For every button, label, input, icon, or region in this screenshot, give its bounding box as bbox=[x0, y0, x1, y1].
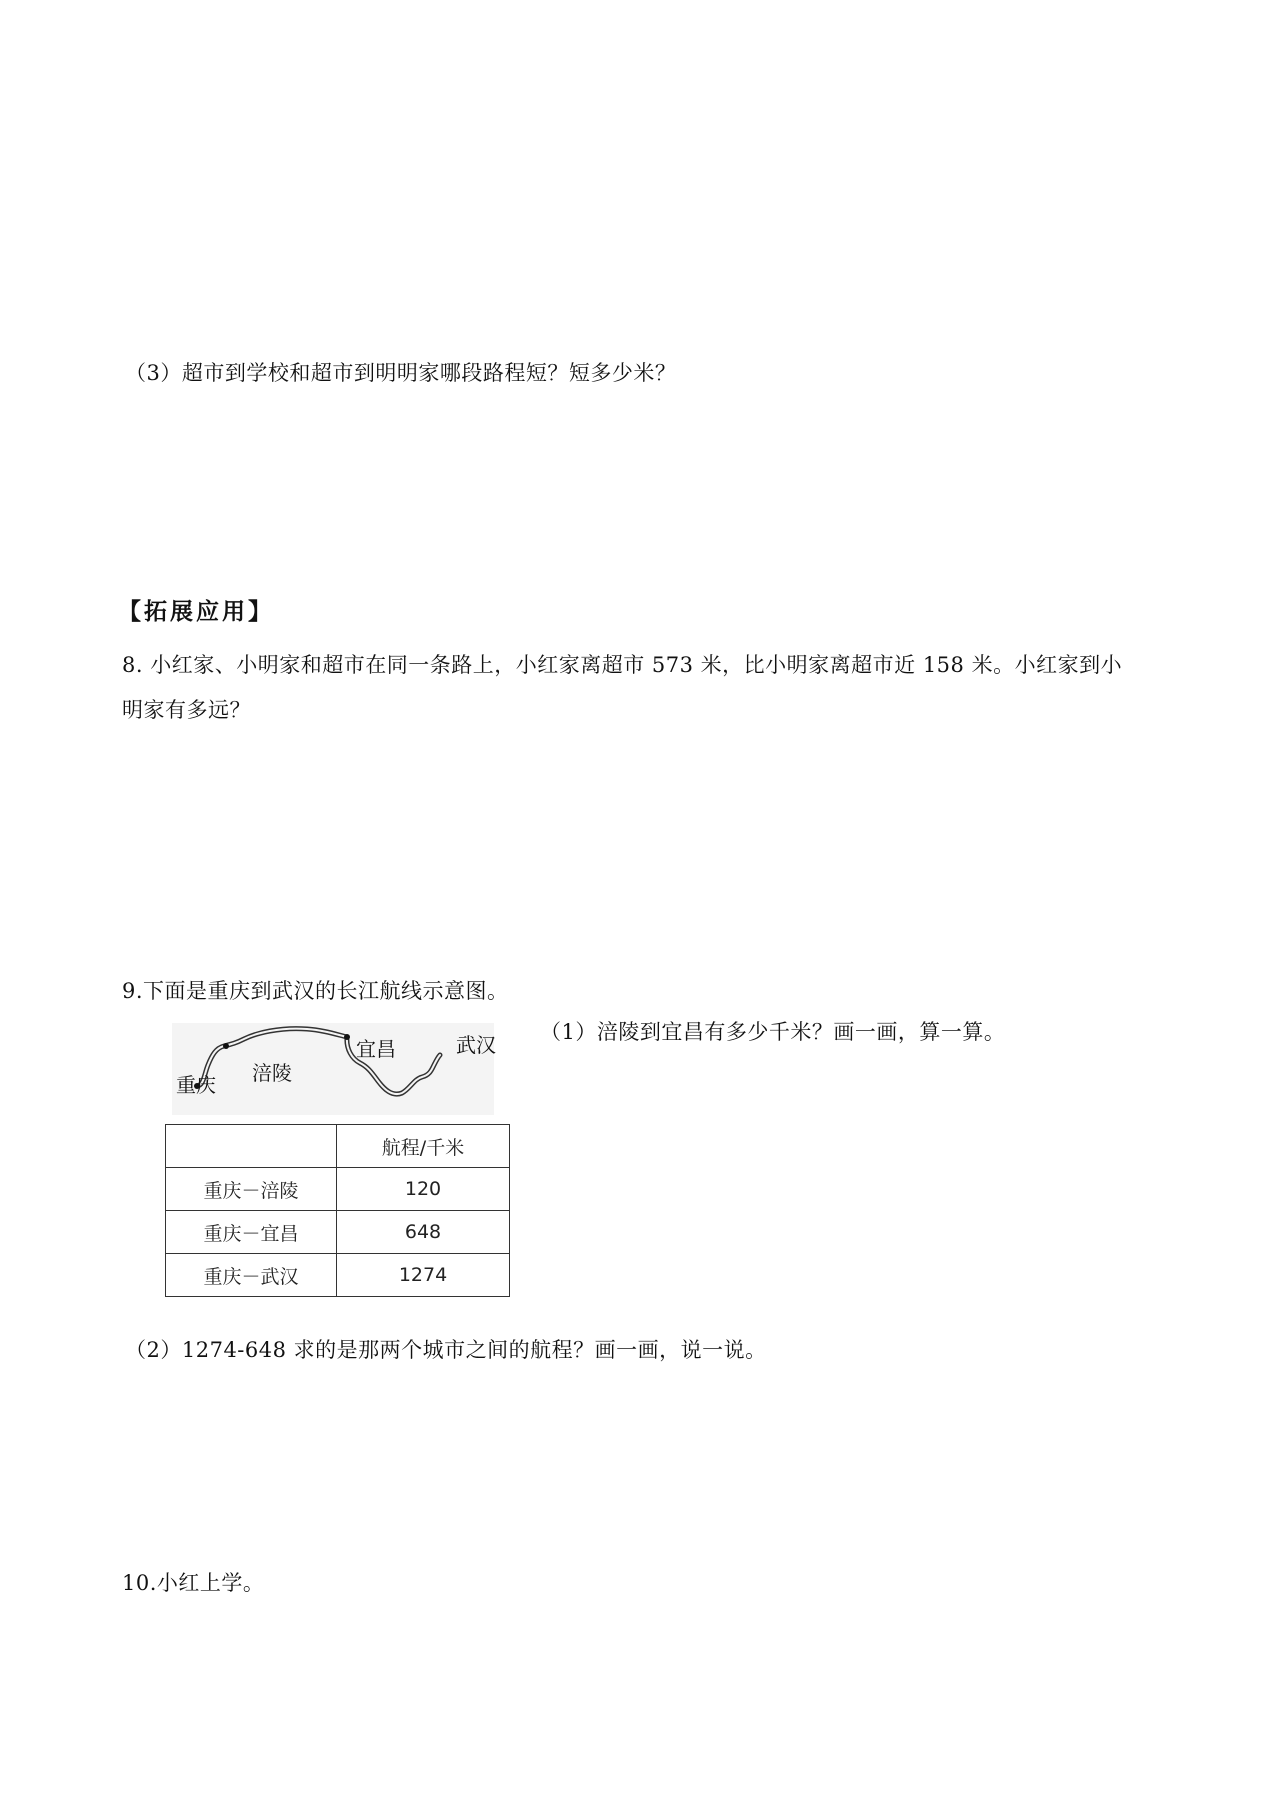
table-cell-distance: 1274 bbox=[337, 1254, 510, 1297]
table-row bbox=[166, 1168, 510, 1211]
question-9-part-2: （2）1274-648 求的是那两个城市之间的航程？画一画，说一说。 bbox=[125, 1338, 767, 1362]
section-heading-extension: 【拓展应用】 bbox=[118, 598, 274, 625]
fuling-dot bbox=[223, 1043, 229, 1049]
table-cell-distance: 648 bbox=[337, 1211, 510, 1254]
table-row bbox=[166, 1211, 510, 1254]
yichang-dot bbox=[344, 1034, 350, 1040]
question-9-part-1: （1）涪陵到宜昌有多少千米？画一画，算一算。 bbox=[540, 1020, 1006, 1044]
table-cell-route: 重庆－宜昌 bbox=[166, 1211, 337, 1254]
question-10: 10.小红上学。 bbox=[122, 1571, 265, 1595]
route-distance-table bbox=[165, 1124, 510, 1297]
table-header-blank bbox=[166, 1125, 337, 1168]
question-8-line-1: 8. 小红家、小明家和超市在同一条路上，小红家离超市 573 米，比小明家离超市近 158 米。小红家到小 bbox=[122, 653, 1123, 677]
table-header-row bbox=[166, 1125, 510, 1168]
table-cell-distance: 120 bbox=[337, 1168, 510, 1211]
river-route-drawing bbox=[172, 1023, 494, 1115]
table-cell-route: 重庆－涪陵 bbox=[166, 1168, 337, 1211]
question-8-line-2: 明家有多远？ bbox=[122, 698, 251, 722]
city-label-wuhan: 武汉 bbox=[456, 1033, 496, 1057]
table-header-distance: 航程/千米 bbox=[337, 1125, 510, 1168]
question-7-part-3: （3）超市到学校和超市到明明家哪段路程短？短多少米？ bbox=[125, 361, 677, 385]
yangtze-route-map bbox=[172, 1023, 494, 1115]
city-label-yichang: 宜昌 bbox=[356, 1037, 396, 1061]
city-label-chongqing: 重庆 bbox=[176, 1073, 216, 1097]
city-label-fuling: 涪陵 bbox=[252, 1061, 292, 1085]
question-9-intro: 9.下面是重庆到武汉的长江航线示意图。 bbox=[122, 979, 509, 1003]
table-row bbox=[166, 1254, 510, 1297]
table-cell-route: 重庆－武汉 bbox=[166, 1254, 337, 1297]
